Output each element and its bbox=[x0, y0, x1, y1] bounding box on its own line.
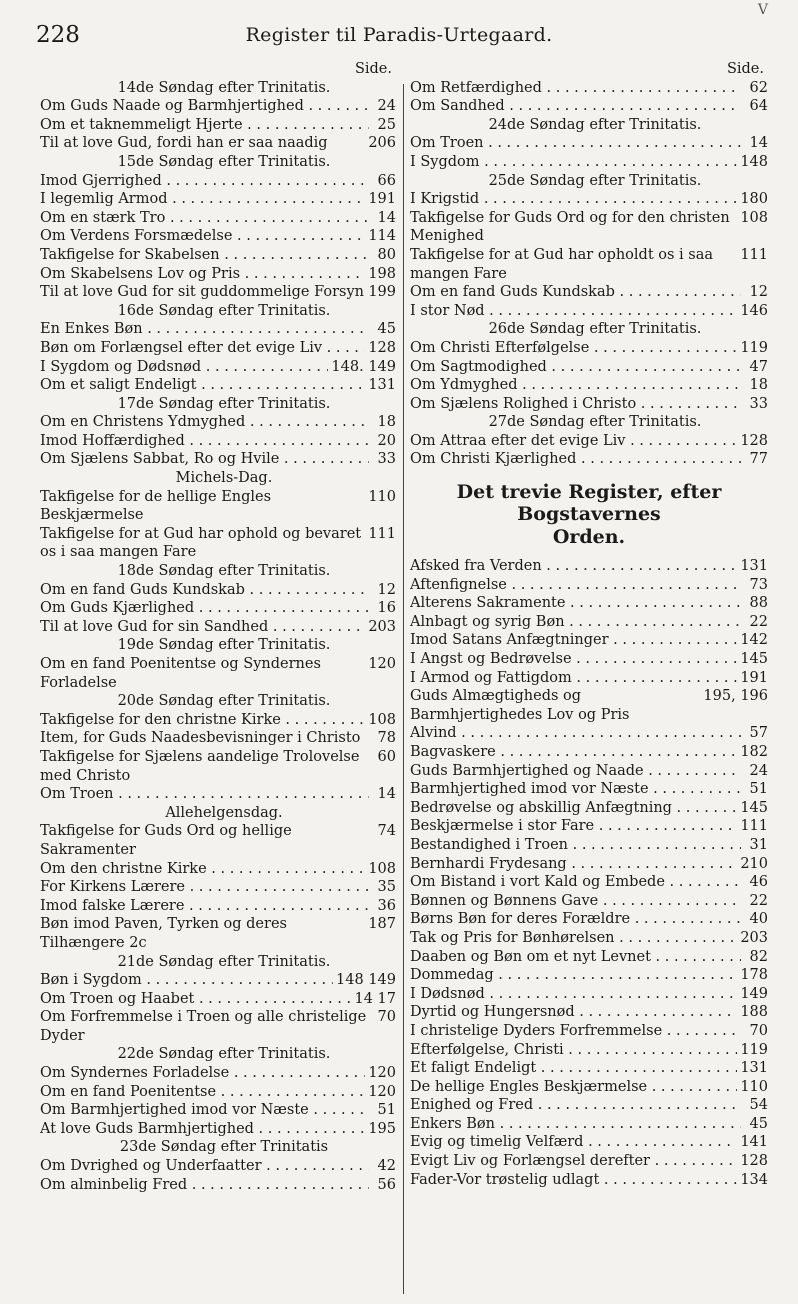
entry-page: 62 bbox=[749, 79, 768, 96]
entry-title: Aftenfignelse . . . bbox=[410, 576, 741, 595]
entry-page: 178 bbox=[740, 967, 768, 984]
index-entry bbox=[410, 631, 768, 650]
entry-page: 54 bbox=[749, 1097, 768, 1114]
index-entry bbox=[410, 687, 768, 724]
entry-page: 203 bbox=[740, 929, 768, 946]
entry-page: 64 bbox=[749, 98, 768, 115]
entry-page: 66 bbox=[377, 172, 396, 189]
index-entry bbox=[410, 1115, 768, 1134]
index-entry bbox=[40, 283, 396, 302]
side-label: Side. bbox=[354, 61, 392, 77]
index-entry bbox=[410, 450, 768, 469]
index-entry bbox=[40, 599, 396, 618]
index-entry bbox=[40, 134, 396, 153]
entry-page: 195 bbox=[368, 1120, 396, 1137]
index-entry bbox=[40, 1157, 396, 1176]
entry-page: 14 bbox=[377, 786, 396, 803]
index-entry bbox=[40, 376, 396, 395]
entry-title: Bøn om Forlængsel efter det evige Liv . . . bbox=[40, 339, 365, 358]
index-entry bbox=[40, 413, 396, 432]
index-entry bbox=[410, 836, 768, 855]
index-entry bbox=[410, 395, 768, 414]
entry-title: En Enkes Bøn . . . bbox=[40, 320, 369, 339]
entry-title: Om den christne Kirke . . . bbox=[40, 860, 365, 879]
entry-page: 88 bbox=[749, 595, 768, 612]
section-subheading: 14de Søndag efter Trinitatis. bbox=[117, 79, 331, 96]
section-subheading: Michels-Dag. bbox=[175, 470, 273, 487]
entry-title: Børns Bøn for deres Forældre . . . bbox=[410, 910, 741, 929]
index-entry bbox=[410, 929, 768, 948]
entry-title: Alvind . . . bbox=[410, 724, 741, 743]
entry-page: 56 bbox=[377, 1176, 396, 1193]
index-entry bbox=[40, 265, 396, 284]
entry-page: 42 bbox=[377, 1158, 396, 1175]
index-entry bbox=[410, 817, 768, 836]
entry-page: 36 bbox=[377, 897, 396, 914]
entry-page: 188 bbox=[740, 1004, 768, 1021]
entry-page: 70 bbox=[377, 1009, 396, 1026]
entry-title: Om Troen . . . bbox=[410, 134, 741, 153]
entry-title: Til at love Gud, fordi han er saa naadig bbox=[40, 135, 328, 152]
entry-title: Om et taknemmeligt Hjerte . . . bbox=[40, 116, 369, 135]
entry-title: Takfigelse for Skabelsen . . . bbox=[40, 246, 369, 265]
index-entry bbox=[410, 855, 768, 874]
entry-title: Bedrøvelse og abskillig Anfægtning . . . bbox=[410, 799, 737, 818]
entry-title: Om en stærk Tro . . . bbox=[40, 209, 369, 228]
entry-title: Fader-Vor trøstelig udlagt . . . bbox=[410, 1171, 737, 1190]
entry-page: 35 bbox=[377, 879, 396, 896]
entry-title: Om Verdens Forsmædelse . . . bbox=[40, 227, 365, 246]
section-title-order: Orden. bbox=[552, 526, 626, 549]
entry-page: 80 bbox=[377, 246, 396, 263]
entry-title: Om et saligt Endeligt . . . bbox=[40, 376, 365, 395]
index-entry bbox=[410, 724, 768, 743]
entry-page: 33 bbox=[749, 395, 768, 412]
entry-page: 120 bbox=[368, 1065, 396, 1082]
index-entry bbox=[40, 990, 396, 1009]
entry-page: 31 bbox=[749, 836, 768, 853]
index-entry bbox=[410, 650, 768, 669]
entry-title: Daaben og Bøn om et nyt Levnet . . . bbox=[410, 948, 741, 967]
entry-page: 46 bbox=[749, 874, 768, 891]
entry-page: 22 bbox=[749, 613, 768, 630]
entry-page: 20 bbox=[377, 432, 396, 449]
index-entry bbox=[410, 985, 768, 1004]
entry-page: 74 bbox=[377, 823, 396, 840]
entry-page: 128 bbox=[740, 1153, 768, 1170]
index-entry bbox=[40, 450, 396, 469]
index-entry bbox=[410, 1003, 768, 1022]
index-entry bbox=[410, 432, 768, 451]
entry-title: Om Bistand i vort Kald og Embede . . . bbox=[410, 873, 741, 892]
index-entry bbox=[410, 743, 768, 762]
index-entry bbox=[40, 860, 396, 879]
entry-title: Barmhjertighed imod vor Næste . . . bbox=[410, 780, 741, 799]
section-subheading: 18de Søndag efter Trinitatis. bbox=[117, 563, 331, 580]
entry-page: 131 bbox=[368, 377, 396, 394]
entry-page: 12 bbox=[749, 284, 768, 301]
entry-page: 195, 196 bbox=[703, 688, 768, 705]
entry-title: Om Barmhjertighed imod vor Næste . . . bbox=[40, 1101, 369, 1120]
entry-title: I Angst og Bedrøvelse . . . bbox=[410, 650, 737, 669]
entry-page: 77 bbox=[749, 451, 768, 468]
entry-title: Om Sagtmodighed . . . bbox=[410, 358, 741, 377]
entry-page: 142 bbox=[740, 632, 768, 649]
section-subheading: 26de Søndag efter Trinitatis. bbox=[488, 321, 702, 338]
entry-title: Om Guds Kjærlighed . . . bbox=[40, 599, 369, 618]
index-entry bbox=[40, 822, 396, 859]
entry-page: 134 bbox=[740, 1171, 768, 1188]
entry-title: Takfigelse for den christne Kirke . . . bbox=[40, 711, 365, 730]
index-entry bbox=[410, 669, 768, 688]
index-entry bbox=[410, 873, 768, 892]
entry-title: Takfigelse for Guds Ord og for den christen Menighed bbox=[410, 209, 730, 245]
index-entry bbox=[410, 966, 768, 985]
entry-page: 128 bbox=[368, 339, 396, 356]
section-subheading: Allehelgensdag. bbox=[165, 804, 283, 821]
right-column bbox=[410, 60, 768, 1189]
entry-page: 128 bbox=[740, 432, 768, 449]
index-entry bbox=[40, 1008, 396, 1045]
index-entry bbox=[40, 878, 396, 897]
index-entry bbox=[410, 910, 768, 929]
index-entry bbox=[410, 339, 768, 358]
entry-title: Imod falske Lærere . . . bbox=[40, 897, 369, 916]
section-subheading: 21de Søndag efter Trinitatis. bbox=[117, 953, 331, 970]
entry-page: 51 bbox=[377, 1102, 396, 1119]
entry-page: 206 bbox=[368, 135, 396, 152]
entry-page: 203 bbox=[368, 618, 396, 635]
index-entry bbox=[40, 1101, 396, 1120]
index-entry bbox=[40, 116, 396, 135]
entry-page: 108 bbox=[368, 711, 396, 728]
entry-title: Beskjærmelse i stor Fare . . . bbox=[410, 817, 737, 836]
entry-title: I christelige Dyders Forfremmelse . . . bbox=[410, 1022, 741, 1041]
entry-page: 108 bbox=[368, 860, 396, 877]
index-entry bbox=[410, 283, 768, 302]
entry-page: 146 bbox=[740, 302, 768, 319]
index-entry bbox=[410, 1133, 768, 1152]
index-entry bbox=[410, 892, 768, 911]
index-entry bbox=[40, 488, 396, 525]
index-entry bbox=[40, 748, 396, 785]
index-entry bbox=[40, 1120, 396, 1139]
index-entry bbox=[40, 190, 396, 209]
entry-title: Dommedag . . . bbox=[410, 966, 737, 985]
entry-page: 57 bbox=[749, 725, 768, 742]
entry-page: 111 bbox=[740, 246, 768, 263]
entry-title: Om Troen . . . bbox=[40, 785, 369, 804]
index-entry bbox=[40, 618, 396, 637]
index-entry bbox=[40, 172, 396, 191]
index-entry bbox=[410, 79, 768, 98]
entry-page: 22 bbox=[749, 892, 768, 909]
entry-title: Evig og timelig Velfærd . . . bbox=[410, 1133, 737, 1152]
entry-title: Om en fand Guds Kundskab . . . bbox=[40, 581, 369, 600]
index-entry bbox=[40, 209, 396, 228]
entry-title: Om Guds Naade og Barmhjertighed . . . bbox=[40, 97, 369, 116]
entry-title: I Sygdom . . . bbox=[410, 153, 737, 172]
left-column bbox=[40, 60, 396, 1194]
index-entry bbox=[40, 1176, 396, 1195]
entry-page: 198 bbox=[368, 265, 396, 282]
entry-page: 131 bbox=[740, 1060, 768, 1077]
side-label: Side. bbox=[726, 61, 764, 77]
entry-page: 145 bbox=[740, 651, 768, 668]
entry-page: 45 bbox=[377, 321, 396, 338]
entry-page: 73 bbox=[749, 576, 768, 593]
index-entry bbox=[40, 97, 396, 116]
entry-page: 131 bbox=[740, 558, 768, 575]
entry-page: 18 bbox=[749, 377, 768, 394]
entry-title: I Sygdom og Dødsnød . . . bbox=[40, 358, 328, 377]
entry-title: Dyrtid og Hungersnød . . . bbox=[410, 1003, 737, 1022]
index-entry bbox=[410, 948, 768, 967]
entry-title: Til at love Gud for sin Sandhed . . . bbox=[40, 618, 365, 637]
entry-title: At love Guds Barmhjertighed . . . bbox=[40, 1120, 365, 1139]
entry-title: For Kirkens Lærere . . . bbox=[40, 878, 369, 897]
index-entry bbox=[40, 1083, 396, 1102]
entry-page: 108 bbox=[740, 209, 768, 226]
entry-page: 148 bbox=[740, 153, 768, 170]
index-entry bbox=[410, 302, 768, 321]
entry-page: 78 bbox=[377, 730, 396, 747]
entry-page: 149 bbox=[740, 985, 768, 1002]
entry-page: 14 bbox=[749, 135, 768, 152]
index-entry bbox=[410, 1152, 768, 1171]
index-entry bbox=[40, 432, 396, 451]
entry-title: Evigt Liv og Forlængsel derefter . . . bbox=[410, 1152, 737, 1171]
index-entry bbox=[40, 971, 396, 990]
entry-page: 191 bbox=[368, 191, 396, 208]
entry-page: 141 bbox=[740, 1134, 768, 1151]
entry-title: Om Sjælens Sabbat, Ro og Hvile . . . bbox=[40, 450, 369, 469]
entry-page: 47 bbox=[749, 358, 768, 375]
entry-title: Imod Gjerrighed . . . bbox=[40, 172, 369, 191]
entry-title: Om en fand Poenitentse . . . bbox=[40, 1083, 365, 1102]
entry-page: 25 bbox=[377, 116, 396, 133]
index-entry bbox=[410, 1096, 768, 1115]
index-entry bbox=[40, 711, 396, 730]
index-entry bbox=[40, 1064, 396, 1083]
index-entry bbox=[410, 190, 768, 209]
entry-title: Om Retfærdighed . . . bbox=[410, 79, 741, 98]
section-subheading: 16de Søndag efter Trinitatis. bbox=[117, 302, 331, 319]
entry-title: Alterens Sakramente . . . bbox=[410, 594, 741, 613]
index-entry bbox=[410, 594, 768, 613]
index-entry bbox=[40, 581, 396, 600]
entry-title: I legemlig Armod . . . bbox=[40, 190, 365, 209]
entry-title: Enighed og Fred . . . bbox=[410, 1096, 741, 1115]
entry-title: Takfigelse for de hellige Engles Beskjærmelse bbox=[40, 488, 272, 524]
entry-page: 18 bbox=[377, 414, 396, 431]
section-subheading: 20de Søndag efter Trinitatis. bbox=[117, 693, 331, 710]
entry-title: Om en fand Guds Kundskab . . . bbox=[410, 283, 741, 302]
section-subheading: 27de Søndag efter Trinitatis. bbox=[488, 414, 702, 431]
entry-page: 187 bbox=[368, 916, 396, 933]
entry-page: 45 bbox=[749, 1115, 768, 1132]
entry-page: 70 bbox=[749, 1022, 768, 1039]
entry-title: Guds Almægtigheds og Barmhjertighedes Lov og Pris bbox=[410, 688, 630, 723]
index-entry bbox=[410, 1022, 768, 1041]
entry-title: Takfigelse for at Gud har opholdt os i saa mangen Fare bbox=[410, 246, 714, 282]
entry-page: 114 bbox=[368, 228, 396, 245]
entry-page: 24 bbox=[749, 762, 768, 779]
index-entry bbox=[40, 227, 396, 246]
entry-page: 14 17 bbox=[354, 990, 396, 1007]
entry-title: Imod Satans Anfægtninger . . . bbox=[410, 631, 737, 650]
entry-page: 16 bbox=[377, 600, 396, 617]
entry-title: Enkers Bøn . . . bbox=[410, 1115, 741, 1134]
index-entry bbox=[410, 246, 768, 283]
entry-title: Bagvaskere . . . bbox=[410, 743, 737, 762]
section-subheading: 22de Søndag efter Trinitatis. bbox=[117, 1046, 331, 1063]
section-subheading: 23de Søndag efter Trinitatis bbox=[119, 1139, 329, 1156]
entry-title: Takfigelse for Guds Ord og hellige Sakramenter bbox=[40, 823, 292, 858]
entry-title: Efterfølgelse, Christi . . . bbox=[410, 1041, 737, 1060]
entry-title: Om Syndernes Forladelse . . . bbox=[40, 1064, 365, 1083]
index-entry bbox=[410, 576, 768, 595]
entry-page: 40 bbox=[749, 911, 768, 928]
section-subheading: 15de Søndag efter Trinitatis. bbox=[117, 153, 331, 170]
index-entry bbox=[40, 915, 396, 952]
entry-page: 120 bbox=[368, 1083, 396, 1100]
index-entry bbox=[40, 785, 396, 804]
entry-page: 60 bbox=[377, 748, 396, 765]
section-subheading: 17de Søndag efter Trinitatis. bbox=[117, 395, 331, 412]
entry-page: 110 bbox=[740, 1078, 768, 1095]
entry-title: Om en fand Poenitentse og Syndernes Forladelse bbox=[40, 656, 321, 691]
entry-page: 12 bbox=[377, 581, 396, 598]
index-entry bbox=[410, 1171, 768, 1190]
entry-page: 111 bbox=[740, 818, 768, 835]
corner-mark: V bbox=[757, 2, 768, 18]
section-subheading: 19de Søndag efter Trinitatis. bbox=[117, 637, 331, 654]
page-number: 228 bbox=[36, 22, 80, 48]
index-entry bbox=[410, 557, 768, 576]
entry-title: I Krigstid . . . bbox=[410, 190, 737, 209]
entry-page: 51 bbox=[749, 781, 768, 798]
index-entry bbox=[410, 97, 768, 116]
entry-title: De hellige Engles Beskjærmelse . . . bbox=[410, 1078, 737, 1097]
entry-title: Bøn imod Paven, Tyrken og deres Tilhængere 2c bbox=[40, 916, 287, 951]
entry-title: Om en Christens Ydmyghed . . . bbox=[40, 413, 369, 432]
index-entry bbox=[410, 209, 768, 246]
entry-page: 182 bbox=[740, 744, 768, 760]
index-entry bbox=[410, 1041, 768, 1060]
entry-title: Bønnen og Bønnens Gave . . . bbox=[410, 892, 741, 911]
section-subheading: 24de Søndag efter Trinitatis. bbox=[488, 116, 702, 133]
entry-page: 180 bbox=[740, 191, 768, 208]
entry-page: 148 149 bbox=[336, 972, 396, 989]
entry-page: 33 bbox=[377, 451, 396, 468]
entry-title: Til at love Gud for sit guddommelige Forsyn bbox=[40, 284, 364, 301]
entry-title: Om Sandhed . . . bbox=[410, 97, 741, 116]
entry-page: 14 bbox=[377, 209, 396, 226]
index-entry bbox=[40, 897, 396, 916]
index-entry bbox=[410, 1078, 768, 1097]
index-entry bbox=[410, 358, 768, 377]
entry-title: Om Attraa efter det evige Liv . . . bbox=[410, 432, 737, 451]
entry-title: Bestandighed i Troen . . . bbox=[410, 836, 741, 855]
index-entry bbox=[40, 729, 396, 748]
entry-page: 82 bbox=[749, 948, 768, 965]
entry-title: Imod Hoffærdighed . . . bbox=[40, 432, 369, 451]
entry-title: Takfigelse for at Gud har ophold og bevaret os i saa mangen Fare bbox=[40, 525, 362, 561]
index-entry bbox=[40, 246, 396, 265]
index-entry bbox=[410, 1059, 768, 1078]
entry-page: 199 bbox=[368, 284, 396, 301]
column-divider bbox=[403, 84, 404, 1294]
entry-title: Guds Barmhjertighed og Naade . . . bbox=[410, 762, 741, 781]
entry-title: Om Troen og Haabet . . . bbox=[40, 990, 351, 1009]
index-entry bbox=[410, 613, 768, 632]
entry-page: 119 bbox=[740, 339, 768, 356]
index-entry bbox=[410, 780, 768, 799]
entry-title: I stor Nød . . . bbox=[410, 302, 737, 321]
index-entry bbox=[410, 799, 768, 818]
entry-title: Om Christi Efterfølgelse . . . bbox=[410, 339, 737, 358]
entry-title: Om Forfremmelse i Troen og alle christelige Dyder bbox=[40, 1009, 367, 1044]
entry-title: Afsked fra Verden . . . bbox=[410, 557, 737, 576]
entry-title: Bøn i Sygdom . . . bbox=[40, 971, 333, 990]
entry-title: Om Dvrighed og Underfaatter . . . bbox=[40, 1157, 369, 1176]
entry-title: Tak og Pris for Bønhørelsen . . . bbox=[410, 929, 737, 948]
entry-page: 145 bbox=[740, 799, 768, 816]
entry-title: Om Skabelsens Lov og Pris . . . bbox=[40, 265, 365, 284]
section-title: Det trevie Register, efter Bogstavernes bbox=[456, 481, 722, 526]
entry-page: 191 bbox=[740, 669, 768, 686]
entry-title: I Armod og Fattigdom . . . bbox=[410, 669, 737, 688]
entry-title: Et faligt Endeligt . . . bbox=[410, 1059, 737, 1078]
entry-page: 111 bbox=[368, 525, 396, 542]
entry-title: Item, for Guds Naadesbevisninger i Christo bbox=[40, 730, 361, 747]
entry-page: 110 bbox=[368, 488, 396, 505]
entry-title: Om alminbelig Fred . . . bbox=[40, 1176, 369, 1195]
entry-page: 119 bbox=[740, 1041, 768, 1058]
index-entry bbox=[410, 153, 768, 172]
entry-page: 210 bbox=[740, 855, 768, 872]
index-entry bbox=[40, 525, 396, 562]
running-title: Register til Paradis-Urtegaard. bbox=[245, 24, 553, 46]
entry-page: 24 bbox=[377, 98, 396, 115]
index-entry bbox=[40, 320, 396, 339]
entry-title: Om Christi Kjærlighed . . . bbox=[410, 450, 741, 469]
index-entry bbox=[40, 358, 396, 377]
entry-title: Bernhardi Frydesang . . . bbox=[410, 855, 737, 874]
entry-page: 120 bbox=[368, 656, 396, 672]
index-entry bbox=[410, 762, 768, 781]
entry-page: 148. 149 bbox=[331, 358, 396, 375]
index-entry bbox=[40, 339, 396, 358]
entry-title: Takfigelse for Sjælens aandelige Trolovelse med Christo bbox=[40, 748, 360, 784]
entry-title: I Dødsnød . . . bbox=[410, 985, 737, 1004]
index-entry bbox=[410, 134, 768, 153]
index-entry bbox=[40, 655, 396, 692]
entry-title: Om Sjælens Rolighed i Christo . . . bbox=[410, 395, 741, 414]
entry-title: Om Ydmyghed . . . bbox=[410, 376, 741, 395]
entry-title: Alnbagt og syrig Bøn . . . bbox=[410, 613, 741, 632]
index-entry bbox=[410, 376, 768, 395]
section-subheading: 25de Søndag efter Trinitatis. bbox=[488, 172, 702, 189]
